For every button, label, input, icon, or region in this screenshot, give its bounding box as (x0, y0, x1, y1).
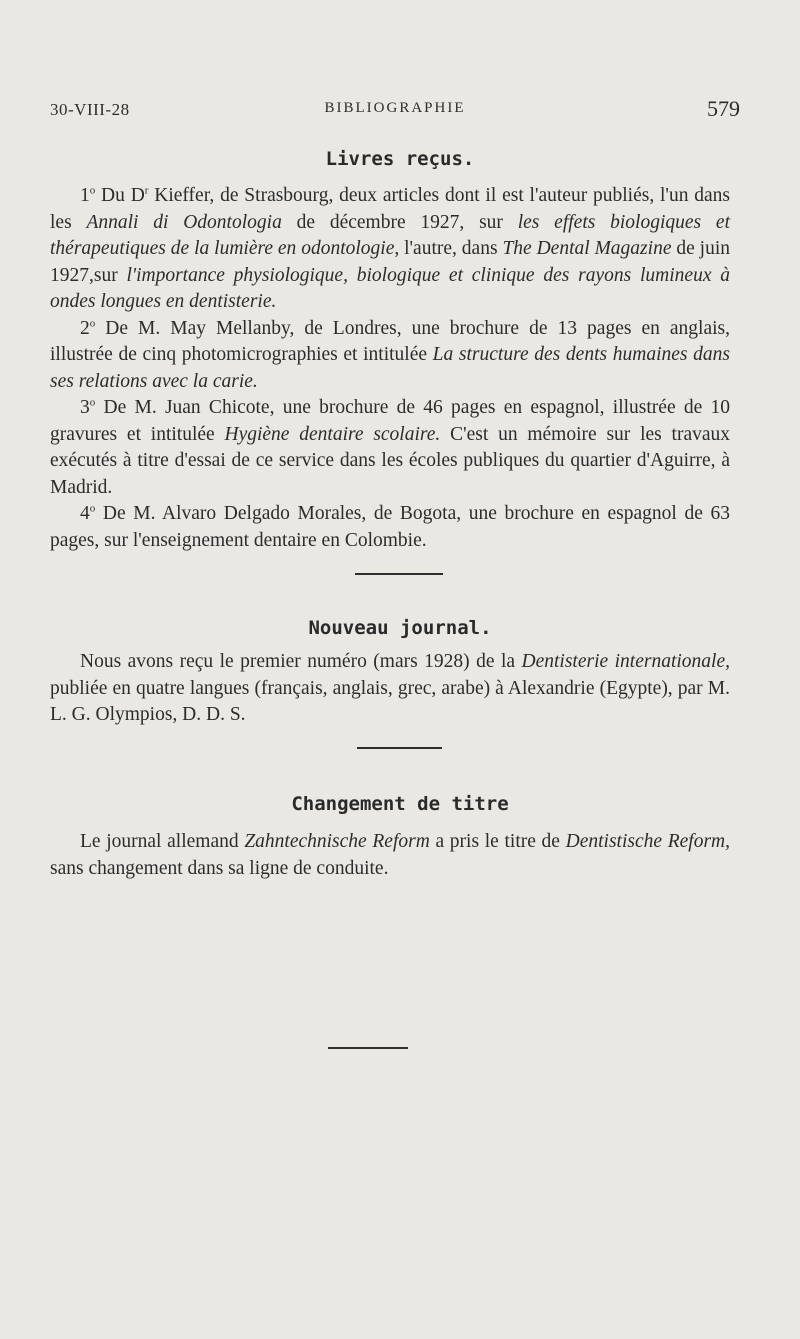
new-journal-text (50, 649, 730, 729)
journal-old-title: Zahntechnische Reform (244, 831, 430, 852)
heading-new-journal: Nouveau journal. (308, 617, 492, 639)
text-run: De M. Alvaro Delgado Morales, de Bogota, une brochure en espagnol de 63 pages, sur l'enseignement dentaire en Colombie. (50, 503, 730, 551)
text-run: Du D (95, 185, 145, 206)
book-item-1 (50, 183, 730, 316)
text-run: De M. May Mellanby, de Londres, une brochure de 13 pages en anglais, illustrée de cinq photomicrographies et intitulée (50, 317, 730, 365)
new-journal-paragraph (50, 649, 730, 729)
header-date: 30-VIII-28 (50, 100, 130, 119)
item-ordinal-sup: o (89, 184, 96, 197)
text-run: Kieffer, de Strasbourg, deux articles dont il est l'auteur publiés, l'un dans les (50, 185, 730, 233)
item-ordinal-sup: o (89, 317, 96, 329)
page-header (50, 96, 740, 130)
article-title: les effets biologiques et thérapeutiques de la lumière en odontologie (50, 211, 730, 259)
title-change-text (50, 829, 730, 882)
item-number: 4 (80, 503, 90, 524)
book-item-2 (50, 316, 730, 396)
journal-title: The Dental Magazine (502, 238, 672, 259)
text-run: C'est un mémoire sur les travaux exécutés à titre d'essai de ce service dans les écoles publiques du quartier d'Aguirre, à Madrid. (50, 423, 731, 498)
section-divider (355, 573, 443, 575)
text-run: de décembre 1927, sur (281, 211, 518, 233)
item-ordinal-sup: o (89, 396, 96, 409)
text-run: , l'autre, dans (394, 238, 503, 259)
text-run: publiée en quatre langues (français, anglais, grec, arabe) à Alexandrie (Egypte), par M. L. G. Olympios, D. D. S. (50, 677, 730, 725)
heading-title-change: Changement de titre (291, 793, 509, 815)
heading-books-received: Livres reçus. (325, 148, 475, 170)
books-received-list (50, 183, 730, 554)
text-run: De M. Juan Chicote, une brochure de 46 pages en espagnol, illustrée de 10 gravures et intitulée (50, 397, 730, 445)
book-item-4 (50, 501, 730, 554)
page-end-rule (328, 1047, 408, 1049)
text-run: sans changement dans sa ligne de conduite. (50, 857, 389, 879)
item-number: 1 (80, 185, 90, 206)
section-divider (357, 747, 442, 749)
book-item-3 (50, 395, 730, 501)
text-run: a pris le titre de (429, 831, 566, 852)
item-number: 2 (80, 317, 90, 339)
article-title: l'importance physiologique, biologique et clinique des rayons lumineux à ondes longues en dentisterie. (50, 264, 731, 312)
running-title: BIBLIOGRAPHIE (324, 100, 466, 116)
journal-title: Dentisterie internationale, (521, 651, 730, 672)
brochure-title: La structure des dents humaines dans ses relations avec la carie. (50, 344, 730, 392)
brochure-title: Hygiène dentaire scolaire. (224, 423, 441, 445)
title-change-paragraph (50, 829, 730, 882)
text-run: de juin 1927,sur (50, 238, 731, 286)
page-number: 579 (707, 96, 740, 121)
item-number: 3 (80, 397, 90, 418)
text-run: Nous avons reçu le premier numéro (mars 1928) de la (80, 651, 522, 672)
text-run: Le journal allemand (80, 831, 245, 852)
journal-title: Annali di Odontologia (86, 211, 282, 233)
journal-new-title: Dentistische Reform, (565, 831, 730, 852)
item-ordinal-sup: o (89, 502, 96, 515)
doctor-abbrev-sup: r (144, 184, 149, 197)
